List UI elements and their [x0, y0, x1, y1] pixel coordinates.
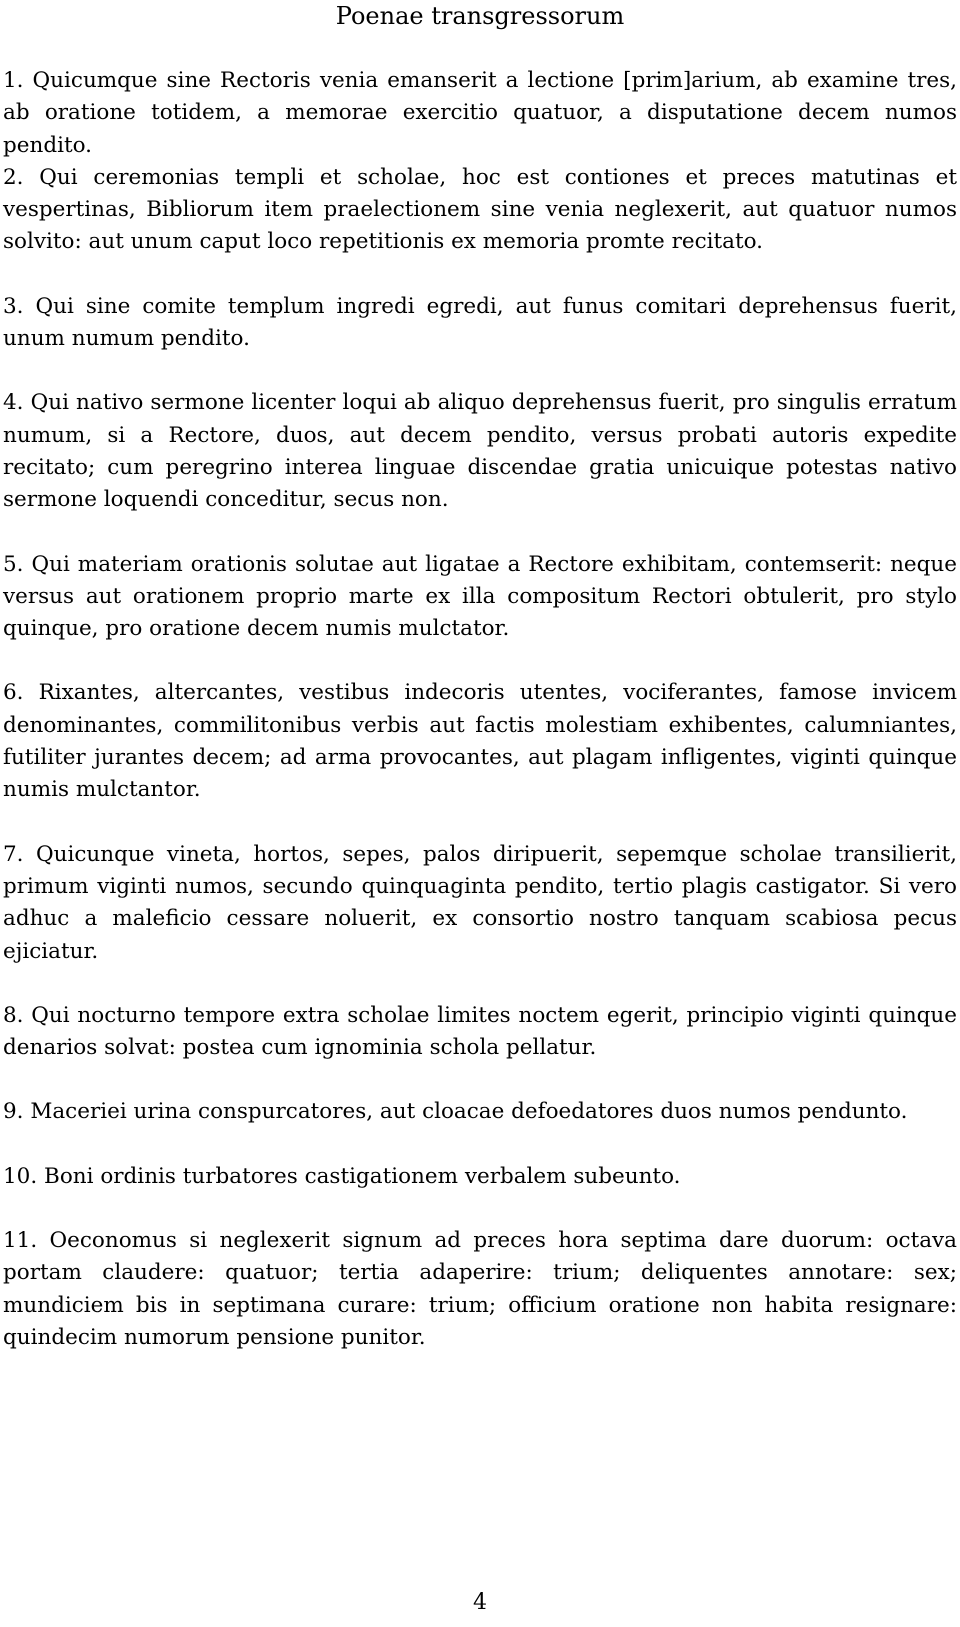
document-title: Poenae transgressorum	[335, 2, 625, 30]
article-6: 6. Rixantes, altercantes, vestibus indecoris utentes, vociferantes, famose invicem denominantes, commilitonibus verbis aut factis molestiam exhibentes, calumniantes, futiliter jurantes decem; ad arma provocantes, aut plagam infligentes, viginti quinque numis mulctantor.	[3, 680, 957, 803]
article-3: 3. Qui sine comite templum ingredi egredi, aut funus comitari deprehensus fuerit, unum numum pendito.	[3, 293, 957, 352]
article-4: 4. Qui nativo sermone licenter loqui ab aliquo deprehensus fuerit, pro singulis erratum numum, si a Rectore, duos, aut decem pendito, versus probati autoris expedite recitato; cum peregrino interea linguae discendae gratia unicuique potestas nativo sermone loquendi conceditur, secus non.	[3, 390, 957, 513]
document-page	[3, 0, 957, 1354]
article-1: 1. Quicumque sine Rectoris venia emanserit a lectione [prim]arium, ab examine tres, ab oratione totidem, a memorae exercitio quatuor, a disputatione decem numos pendito.	[3, 68, 957, 158]
article-10: 10. Boni ordinis turbatores castigationem verbalem subeunto.	[3, 1163, 681, 1189]
article-5: 5. Qui materiam orationis solutae aut ligatae a Rectore exhibitam, contemserit: neque versus aut orationem proprio marte ex illa compositum Rectori obtulerit, pro stylo quinque, pro oratione decem numis mulctator.	[3, 551, 957, 642]
article-7: 7. Quicunque vineta, hortos, sepes, palos diripuerit, sepemque scholae transilierit, primum viginti numos, secundo quinquaginta pendito, tertio plagis castigator. Si vero adhuc a maleficio cessare noluerit, ex consortio nostro tanquam scabiosa pecus ejiciatur.	[3, 841, 957, 964]
article-11: 11. Oeconomus si neglexerit signum ad preces hora septima dare duorum: octava portam claudere: quatuor; tertia adaperire: trium; deliquentes annotare: sex; mundiciem bis in septimana curare: trium; officium oratione non habita resignare: quindecim numorum pensione punitor.	[3, 1228, 957, 1350]
article-8: 8. Qui nocturno tempore extra scholae limites noctem egerit, principio viginti quinque denarios solvat: postea cum ignominia schola pellatur.	[3, 1002, 957, 1061]
page-number: 4	[473, 1590, 487, 1615]
article-9: 9. Maceriei urina conspurcatores, aut cloacae defoedatores duos numos pendunto.	[3, 1099, 908, 1125]
article-2: 2. Qui ceremonias templi et scholae, hoc est contiones et preces matutinas et vespertinas, Bibliorum item praelectionem sine venia neglexerit, aut quatuor numos solvito: aut unum caput loco repetitionis ex memoria promte recitato.	[3, 164, 957, 255]
